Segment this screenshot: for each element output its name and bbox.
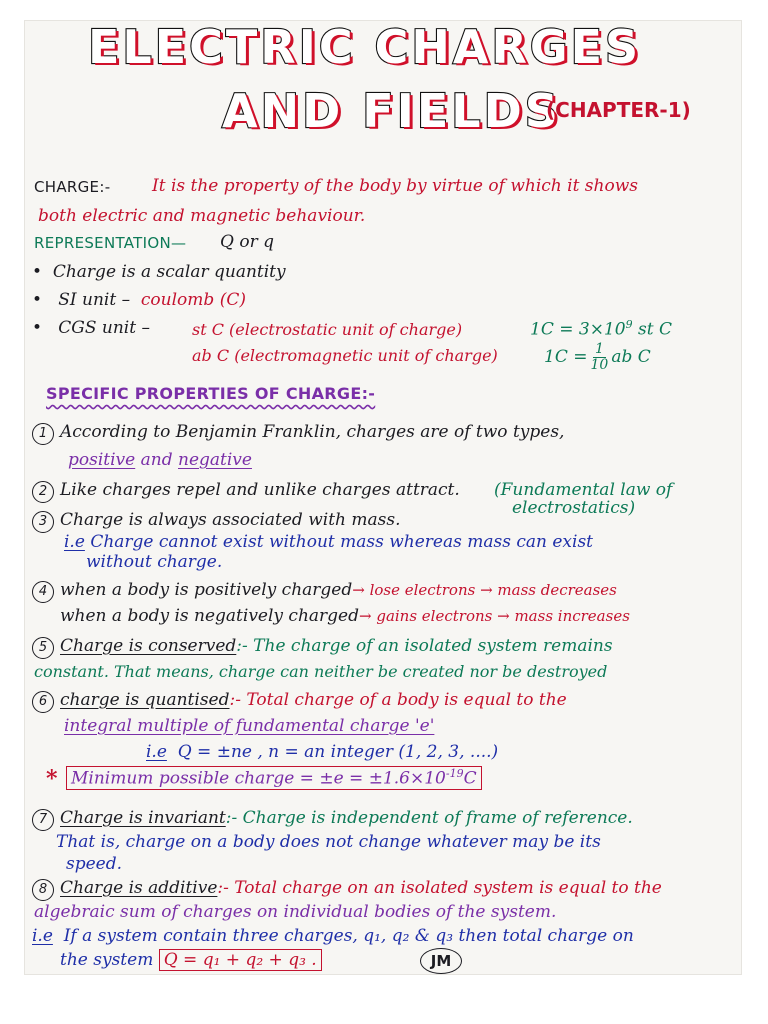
property-6-text-2: integral multiple of fundamental charge 'e' <box>64 716 435 736</box>
property-4-number: 4 <box>32 581 54 603</box>
scalar-text: Charge is a scalar quantity <box>52 262 286 282</box>
stc-eq-a: 1C = 3×10 <box>530 319 626 340</box>
property-8-text-2: algebraic sum of charges on individual bodies of the system. <box>34 902 557 922</box>
property-8-text-4: the system <box>60 950 154 970</box>
property-3-explain-2: without charge. <box>86 552 223 572</box>
property-4-negative <box>60 606 630 626</box>
specific-properties-heading: SPECIFIC PROPERTIES OF CHARGE:- <box>46 384 376 403</box>
chapter-label: (CHAPTER-1) <box>546 98 691 122</box>
abc-eq-a: 1C = <box>544 347 588 367</box>
bullet-si: • SI unit – coulomb (C) <box>32 290 246 310</box>
bullet-scalar: • Charge is a scalar quantity <box>32 262 286 282</box>
stc-definition: st C (electrostatic unit of charge) <box>192 320 463 339</box>
type-and: and <box>140 450 173 470</box>
property-3-text: Charge is always associated with mass. <box>60 510 401 530</box>
title-line-2: AND FIELDS <box>222 84 561 138</box>
representation-label: REPRESENTATION— <box>34 234 187 252</box>
property-8-label: Charge is additive <box>60 878 218 898</box>
signature-jm: JM <box>420 948 462 974</box>
minimum-charge-text: Minimum possible charge = ±e = ±1.6×10 <box>71 768 446 789</box>
stc-equation <box>530 318 672 340</box>
si-value: coulomb (C) <box>140 290 246 310</box>
property-4-text-a: when a body is positively charged <box>60 580 353 600</box>
abc-denominator: 10 <box>590 357 609 373</box>
property-1 <box>32 422 564 445</box>
property-5 <box>32 636 613 659</box>
property-1-number: 1 <box>32 423 54 445</box>
abc-eq-b: ab C <box>611 347 651 367</box>
property-1-types <box>68 450 252 470</box>
property-7-text-3: speed. <box>66 854 123 874</box>
property-7 <box>32 808 633 831</box>
property-4-result-a: → lose electrons → mass decreases <box>352 581 617 599</box>
property-3-ie: i.e <box>64 532 85 552</box>
property-6 <box>32 690 567 713</box>
property-8 <box>32 878 662 901</box>
property-2-note-1: (Fundamental law of <box>494 480 673 500</box>
property-6-ie: i.e <box>146 742 167 762</box>
abc-equation <box>544 342 651 373</box>
abc-fraction <box>590 342 608 373</box>
property-3-ie-line <box>64 532 593 552</box>
property-5-text: :- The charge of an isolated system remains <box>236 636 613 656</box>
property-7-label: Charge is invariant <box>60 808 226 828</box>
notebook-page <box>24 20 742 975</box>
property-8-number: 8 <box>32 879 54 901</box>
property-1-text: According to Benjamin Franklin, charges are of two types, <box>60 422 565 442</box>
property-8-text-3: If a system contain three charges, q₁, q₂ & q₃ then total charge on <box>63 926 634 946</box>
charge-definition-1: It is the property of the body by virtue of which it shows <box>152 176 638 196</box>
charge-definition-2: both electric and magnetic behaviour. <box>38 206 366 226</box>
property-7-text-2: That is, charge on a body does not change whatever may be its <box>56 832 601 852</box>
bullet-cgs: • CGS unit – <box>32 318 150 338</box>
property-2-note-2: electrostatics) <box>512 498 636 518</box>
property-5-label: Charge is conserved <box>60 636 237 656</box>
type-negative: negative <box>178 450 252 470</box>
property-8-text: :- Total charge on an isolated system is equal to the <box>217 878 662 898</box>
title-line-1: ELECTRIC CHARGES <box>88 20 642 74</box>
property-7-number: 7 <box>32 809 54 831</box>
abc-definition: ab C (electromagnetic unit of charge) <box>192 346 498 365</box>
property-3-number: 3 <box>32 511 54 533</box>
minimum-charge-box <box>66 766 482 790</box>
property-5-text-2: constant. That means, charge can neither be created nor be destroyed <box>34 662 608 681</box>
abc-numerator: 1 <box>594 341 604 357</box>
property-3-explain-1: Charge cannot exist without mass whereas mass can exist <box>90 532 594 552</box>
property-6-number: 6 <box>32 691 54 713</box>
property-6-equation-line <box>146 742 498 762</box>
minimum-charge-exponent: -19 <box>445 767 464 780</box>
property-5-number: 5 <box>32 637 54 659</box>
cgs-label: CGS unit – <box>58 318 150 338</box>
type-positive: positive <box>68 450 136 470</box>
si-label: SI unit – <box>58 290 131 310</box>
property-4-positive <box>32 580 617 603</box>
star-mark: * <box>46 766 58 792</box>
property-8-ie: i.e <box>32 926 53 946</box>
property-8-ie-line <box>32 926 634 946</box>
charge-label: CHARGE:- <box>34 178 111 196</box>
property-8-system-line <box>60 950 322 970</box>
stc-eq-exponent: 9 <box>625 318 633 331</box>
property-7-text: :- Charge is independent of frame of reference. <box>225 808 633 828</box>
property-6-text: :- Total charge of a body is equal to the <box>229 690 567 710</box>
representation-value: Q or q <box>220 232 274 252</box>
property-3 <box>32 510 401 533</box>
minimum-charge-unit: C <box>463 768 477 789</box>
property-6-label: charge is quantised <box>60 690 230 710</box>
property-6-equation: Q = ±ne , n = an integer (1, 2, 3, ....) <box>177 742 499 762</box>
property-4-result-b: → gains electrons → mass increases <box>359 607 630 625</box>
property-2-number: 2 <box>32 481 54 503</box>
property-2 <box>32 480 460 503</box>
total-charge-equation: Q = q₁ + q₂ + q₃ . <box>159 949 322 971</box>
stc-eq-b: st C <box>637 319 672 340</box>
property-4-text-b: when a body is negatively charged <box>60 606 359 626</box>
property-2-text: Like charges repel and unlike charges attract. <box>60 480 460 500</box>
